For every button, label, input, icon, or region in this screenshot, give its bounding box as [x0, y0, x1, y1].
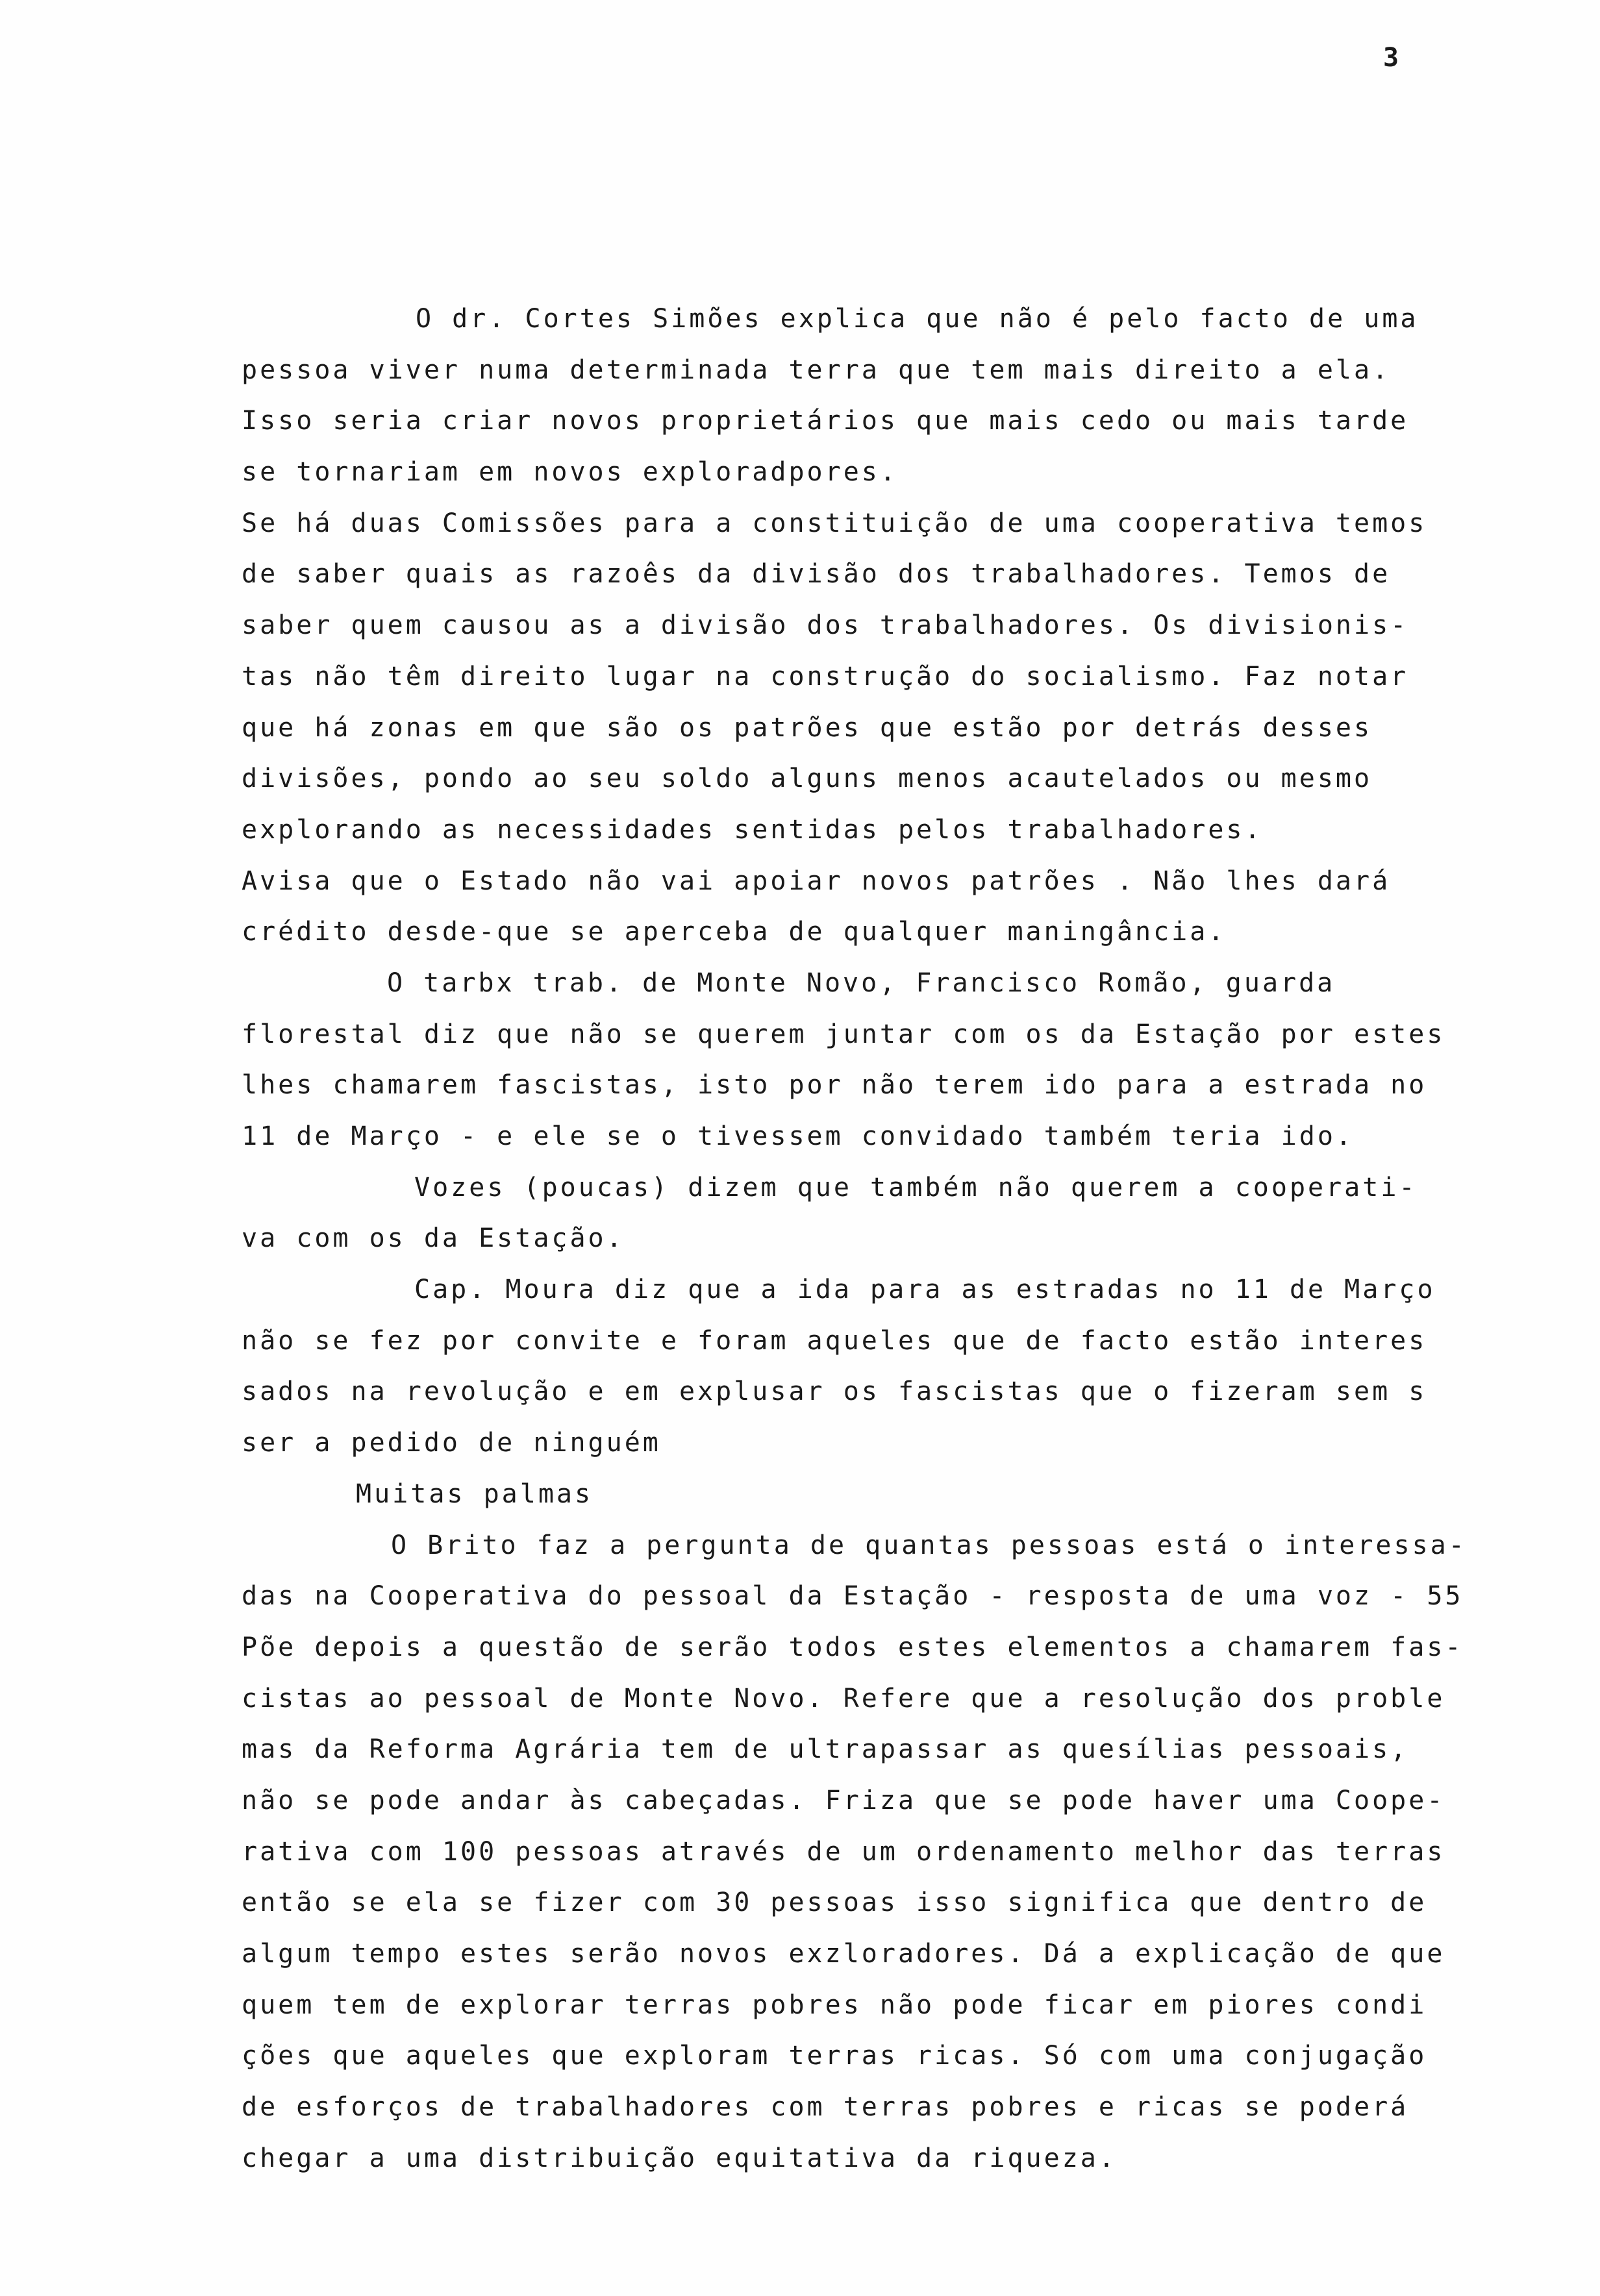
text-line: mas da Reforma Agrária tem de ultrapassar as quesílias pessoais,: [242, 1734, 1409, 1765]
text-line: chegar a uma distribuição equitativa da riqueza.: [242, 2143, 1117, 2173]
text-line: então se ela se fizer com 30 pessoas isso significa que dentro de: [242, 1888, 1427, 1918]
text-line: pessoa viver numa determinada terra que tem mais direito a ela.: [242, 355, 1391, 385]
text-line: va com os da Estação.: [242, 1223, 625, 1254]
text-line: de saber quais as razoês da divisão dos trabalhadores. Temos de: [242, 559, 1391, 590]
text-line: tas não têm direito lugar na construção do socialismo. Faz notar: [242, 661, 1409, 692]
text-line: das na Cooperativa do pessoal da Estação - resposta de uma voz - 55: [242, 1581, 1464, 1612]
text-line: rativa com 100 pessoas através de um ordenamento melhor das terras: [242, 1836, 1445, 1867]
text-line: se tornariam em novos exploradpores.: [242, 457, 898, 488]
text-line: não se pode andar às cabeçadas. Friza que se pode haver uma Coope-: [242, 1785, 1445, 1816]
text-line: Isso seria criar novos proprietários que mais cedo ou mais tarde: [242, 406, 1409, 436]
text-line: florestal diz que não se querem juntar com os da Estação por estes: [242, 1019, 1445, 1049]
text-line: não se fez por convite e foram aqueles que de facto estão interes: [242, 1325, 1427, 1356]
text-line: saber quem causou as a divisão dos trabalhadores. Os divisionis-: [242, 610, 1409, 641]
text-line: O Brito faz a pergunta de quantas pessoas está o interessa-: [391, 1530, 1467, 1560]
text-line: ser a pedido de ninguém: [242, 1428, 661, 1458]
text-line: explorando as necessidades sentidas pelos trabalhadores.: [242, 814, 1263, 845]
text-line: de esforços de trabalhadores com terras pobres e ricas se poderá: [242, 2092, 1409, 2123]
text-line: O dr. Cortes Simões explica que não é pelo facto de uma: [416, 304, 1419, 334]
text-line: sados na revolução e em explusar os fascistas que o fizeram sem s: [242, 1377, 1427, 1407]
text-line: quem tem de explorar terras pobres não pode ficar em piores condi: [242, 1990, 1427, 2020]
text-line: lhes chamarem fascistas, isto por não terem ido para a estrada no: [242, 1070, 1427, 1101]
text-line: Muitas palmas: [356, 1479, 594, 1509]
text-line: Vozes (poucas) dizem que também não querem a cooperati-: [414, 1172, 1418, 1203]
text-line: Põe depois a questão de serão todos estes elementos a chamarem fas-: [242, 1632, 1464, 1662]
text-line: O tarbx trab. de Monte Novo, Francisco Romão, guarda: [387, 967, 1336, 998]
text-line: Avisa que o Estado não vai apoiar novos patrões . Não lhes dará: [242, 866, 1391, 896]
text-line: Cap. Moura diz que a ida para as estradas no 11 de Março: [414, 1275, 1436, 1305]
text-line: algum tempo estes serão novos exzloradores. Dá a explicação de que: [242, 1939, 1445, 1969]
text-line: Se há duas Comissões para a constituição de uma cooperativa temos: [242, 508, 1427, 538]
text-line: divisões, pondo ao seu soldo alguns menos acautelados ou mesmo: [242, 764, 1373, 794]
typewritten-text-body: [242, 293, 1527, 2184]
page-number: 3: [1383, 43, 1401, 73]
text-line: crédito desde-que se aperceba de qualquer maningância.: [242, 917, 1227, 947]
text-line: 11 de Março - e ele se o tivessem convidado também teria ido.: [242, 1121, 1355, 1151]
text-line: que há zonas em que são os patrões que estão por detrás desses: [242, 712, 1373, 743]
text-line: ções que aqueles que exploram terras ricas. Só com uma conjugação: [242, 2041, 1427, 2071]
text-line: cistas ao pessoal de Monte Novo. Refere que a resolução dos proble: [242, 1683, 1445, 1714]
